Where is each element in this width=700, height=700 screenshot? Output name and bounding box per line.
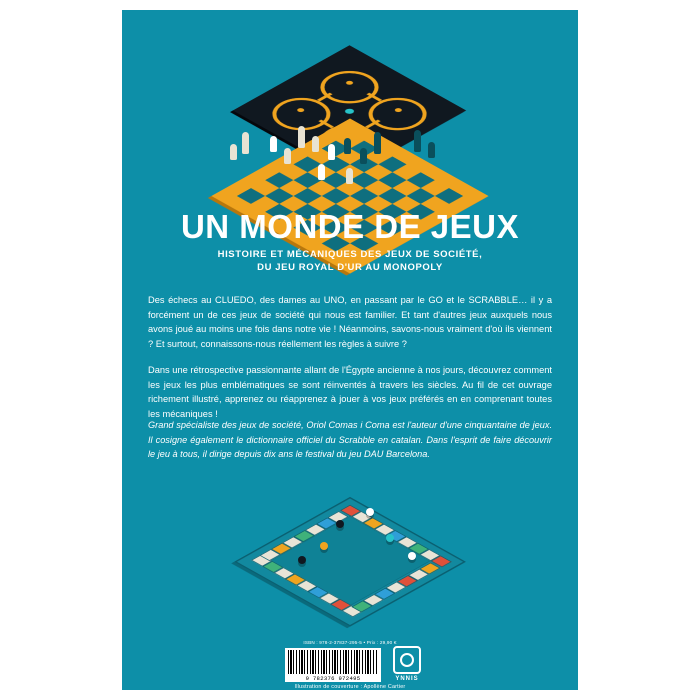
barcode-digits: 9 782376 972495 (305, 675, 361, 682)
subtitle-line-1: HISTOIRE ET MÉCANIQUES DES JEUX DE SOCIÉTÉ, (217, 249, 483, 260)
cover-illustration-credit: Illustration de couverture : Apollène Cartier (294, 684, 406, 690)
game-token (298, 556, 306, 564)
chess-piece (428, 142, 435, 158)
chess-piece (242, 132, 249, 154)
author-bio-paragraph: Grand spécialiste des jeux de société, Oriol Comas i Coma est l'auteur d'une cinquantaine de jeux. Il cosigne également le dictionnaire officiel du Scrabble en catalan. Dans l'esprit de faire découvrir le jeu à tous, il dirige depuis dix ans le festival du jeu DAU Barcelona. (148, 420, 552, 460)
publisher-logo (390, 646, 424, 684)
page-title: UN MONDE DE JEUX (180, 208, 520, 245)
chess-piece (328, 144, 335, 160)
blurb-paragraph-1: Des échecs au CLUEDO, des dames au UNO, en passant par le GO et le SCRABBLE… il y a forcément un de ces jeux de société qui nous est familier. Et tant d'autres jeux auxquels nous avons joué au moins une fois dans notre vie ! Néanmoins, savons-nous vraiment d'où ils viennent ? Et surtout, connaissons-nous réellement les règles à suivre ? (148, 295, 552, 349)
blurb-paragraph-2: Dans une rétrospective passionnante allant de l'Égypte ancienne à nos jours, découvrez comment les jeux les plus emblématiques se sont réinventés à travers les siècles. Au fil de cet ouvrage richement illustré, apprenez ou réapprenez à jouer à vos jeux préférés en en comprenant toutes les mécaniques ! (148, 365, 552, 419)
subtitle-line-2: DU JEU ROYAL D'UR AU MONOPOLY (257, 262, 443, 273)
game-token (320, 542, 328, 550)
cover-canvas (122, 10, 578, 690)
page-subtitle (122, 248, 578, 274)
isbn-price-line: ISBN : 978-2-37837-295-5 • Prix : 29,90 € (303, 640, 397, 645)
game-token (408, 552, 416, 560)
chess-piece (284, 148, 291, 164)
chess-piece (270, 136, 277, 152)
game-token (336, 520, 344, 528)
barcode-bars (288, 650, 378, 674)
chess-piece (346, 168, 353, 184)
top-illustration (122, 20, 578, 210)
chess-piece (230, 144, 237, 160)
chess-piece (374, 132, 381, 154)
publisher-mark-icon (393, 646, 421, 674)
barcode (285, 648, 381, 682)
chess-piece (312, 136, 319, 152)
publisher-name: YNNIS (395, 676, 419, 682)
bottom-illustration (122, 476, 578, 631)
chess-piece (298, 126, 305, 148)
chess-piece (414, 130, 421, 152)
chess-piece (318, 164, 325, 180)
chess-piece (360, 148, 367, 164)
monopoly-board-icon (209, 497, 492, 655)
chess-piece (344, 138, 351, 154)
game-token (386, 534, 394, 542)
game-token (366, 508, 374, 516)
